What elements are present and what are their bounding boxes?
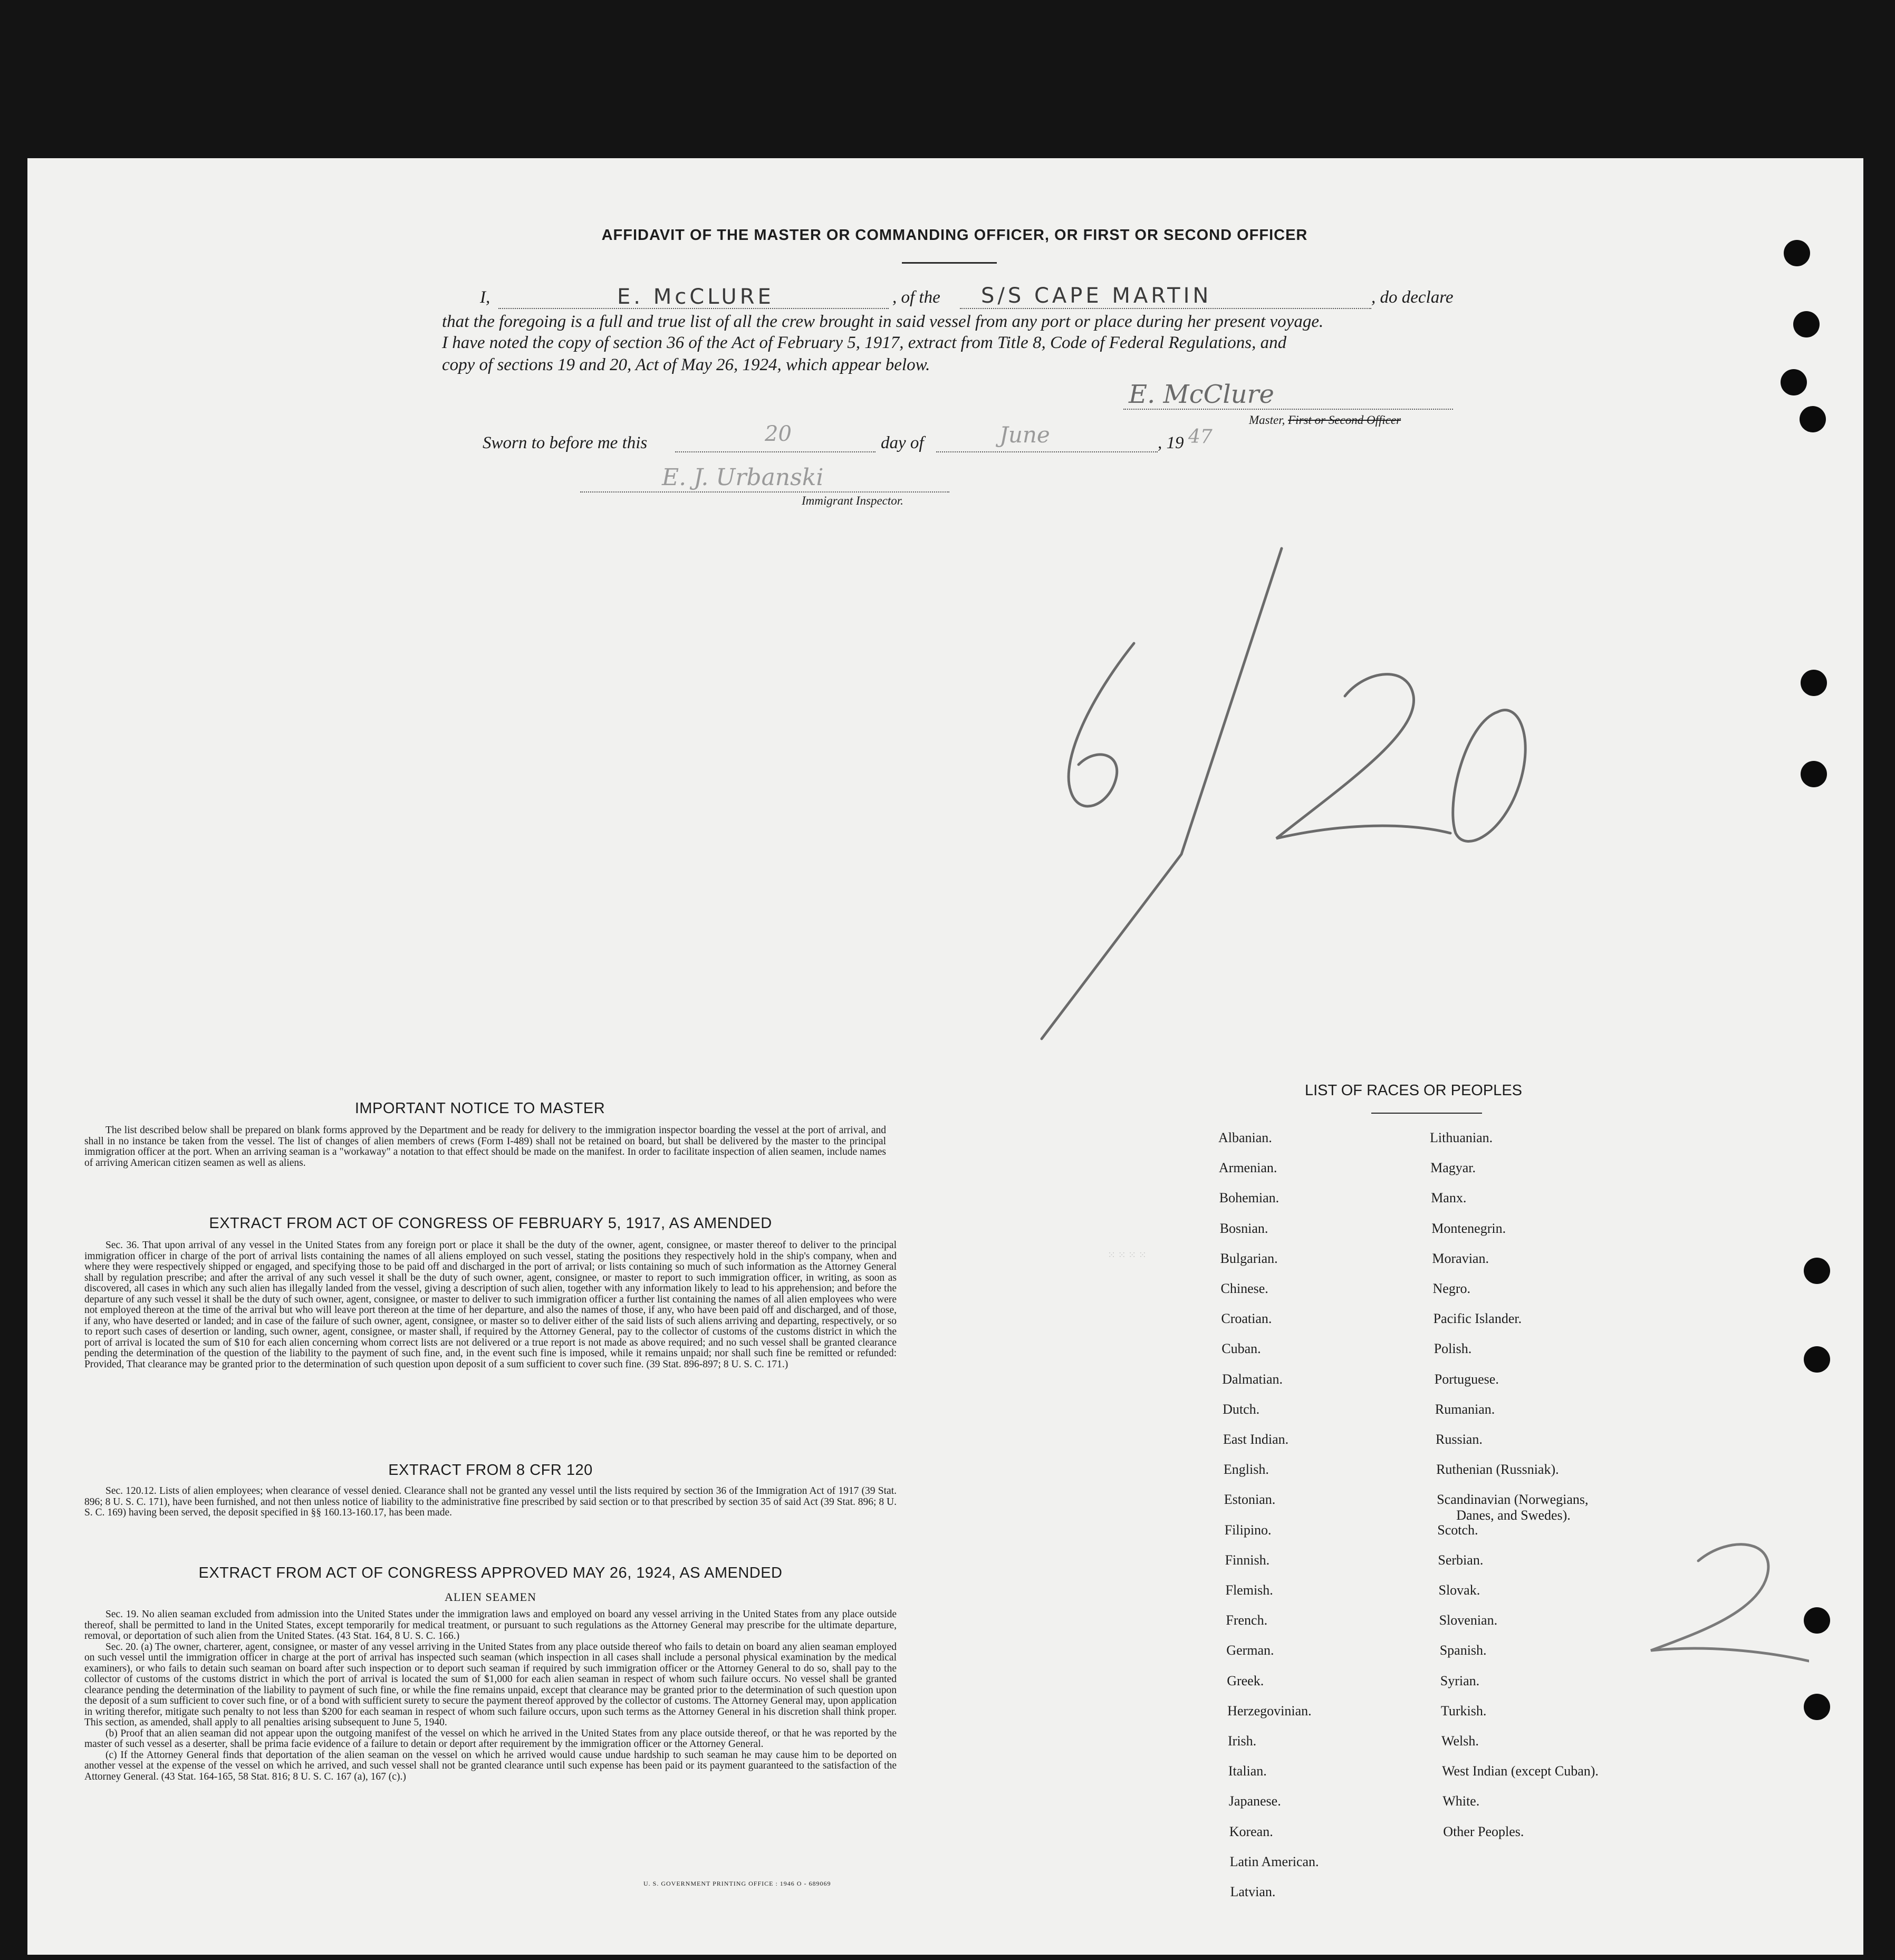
race-item: Filipino.: [1224, 1522, 1272, 1538]
race-item: Slovak.: [1438, 1582, 1480, 1598]
extract-8cfr-text: Sec. 120.12. Lists of alien employees; when clearance of vessel denied. Clearance shall not be granted any vessel until the lists required by section 36 of the Immigration Act of 1917 (39 Stat. 896; 8 U. S. C. 171), have been furnished, and not then unless notice of liability to the administrative fine prescribed by said section or to that prescribed by section 35 of said Act (39 Stat. 896; 8 U. S. C. 169) having been served, the deposit specified in §§ 160.13-160.17, has been made.: [84, 1485, 897, 1518]
race-item: French.: [1226, 1613, 1268, 1628]
notice-title: IMPORTANT NOTICE TO MASTER: [354, 1100, 605, 1117]
race-item: Magyar.: [1430, 1160, 1476, 1176]
punch-hole: [1804, 1258, 1830, 1284]
race-item: Scandinavian (Norwegians,: [1437, 1492, 1589, 1508]
sworn-day-handwritten: 20: [765, 422, 792, 446]
race-item: Pacific Islander.: [1433, 1311, 1522, 1327]
race-item: Estonian.: [1224, 1492, 1276, 1508]
master-caption-officer: First or Second Officer: [1288, 413, 1401, 427]
race-item: Italian.: [1228, 1763, 1267, 1779]
affidavit-line-1: [480, 288, 490, 307]
race-item: Korean.: [1229, 1823, 1273, 1839]
vessel-name-handwritten: S/S CAPE MARTIN: [981, 284, 1212, 308]
race-item: English.: [1223, 1462, 1269, 1478]
race-item: East Indian.: [1223, 1432, 1289, 1447]
race-item: Dutch.: [1223, 1401, 1260, 1417]
affidavit-line-3: I have noted the copy of section 36 of the Act of February 5, 1917, extract from Title 8, Code of Federal Regulations, and: [442, 333, 1287, 352]
sworn-month-line: [936, 451, 1158, 452]
affidavit-line-2: that the foregoing is a full and true list of all the crew brought in said vessel from any port or place during her present voyage.: [442, 312, 1324, 331]
punch-hole: [1793, 311, 1820, 337]
page-number-drawing: [1640, 1529, 1809, 1672]
race-item: Irish.: [1228, 1733, 1257, 1749]
races-title-rule: [1371, 1113, 1482, 1114]
extract-8cfr-body: [84, 1486, 897, 1519]
race-item: German.: [1226, 1643, 1274, 1658]
race-item: Negro.: [1432, 1281, 1470, 1296]
race-item: Ruthenian (Russniak).: [1436, 1462, 1559, 1478]
race-item: Russian.: [1436, 1432, 1483, 1447]
printer-imprint: U. S. GOVERNMENT PRINTING OFFICE : 1946 O - 689069: [643, 1880, 831, 1887]
punch-hole: [1800, 406, 1826, 432]
extract-1924-title: EXTRACT FROM ACT OF CONGRESS APPROVED MAY 26, 1924, AS AMENDED: [198, 1565, 783, 1581]
master-name-handwritten: E. McCLURE: [617, 285, 774, 309]
punch-hole: [1801, 761, 1827, 787]
race-item: Slovenian.: [1439, 1613, 1498, 1628]
race-item: Japanese.: [1228, 1793, 1281, 1809]
title-rule: [902, 262, 997, 264]
race-item: Montenegrin.: [1431, 1220, 1506, 1236]
race-item: Cuban.: [1221, 1341, 1261, 1357]
race-item: Chinese.: [1220, 1281, 1268, 1296]
affidavit-title: AFFIDAVIT OF THE MASTER OR COMMANDING OFFICER, OR FIRST OR SECOND OFFICER: [601, 227, 1308, 244]
race-item: Rumanian.: [1435, 1401, 1495, 1417]
extract-1924-sec20a: Sec. 20. (a) The owner, charterer, agent, consignee, or master of any vessel arriving in the United States from any place outside thereof who fails to detain on board any alien seaman employed on such vessel until the immigration officer in charge at the port of arrival has inspected such seaman (which inspection in all cases shall include a personal physical examination by the medical examiners), or who fails to detain such seaman on board after such inspection or to deport such seaman if required by such immigration officer or the Attorney General to do so, shall pay to the collector of customs of the customs district in which the port of arrival is located the sum of $1,000 for each alien seaman in respect of whom such failure occurs. No vessel shall be granted clearance pending the determination of the liability to payment of such fine, or while the fine remains unpaid, except that clearance may be granted prior to the determination of such question upon the deposit of a sum sufficient to cover such fine, or of a bond with sufficient surety to secure the payment thereof approved by the collector of customs. The Attorney General may, upon application in writing therefor, mitigate such penalty to not less than $200 for each seaman in respect of whom such failure occurs, upon such terms as the Attorney General in his discretion shall think proper. This section, as amended, shall apply to all penalties arising subsequent to June 5, 1940.: [84, 1641, 897, 1728]
race-item: Bulgarian.: [1220, 1250, 1278, 1266]
race-item: Turkish.: [1440, 1703, 1487, 1718]
race-item: Manx.: [1431, 1190, 1467, 1206]
race-item: Spanish.: [1439, 1643, 1487, 1658]
race-item: Portuguese.: [1434, 1371, 1499, 1387]
race-item: Scotch.: [1437, 1522, 1478, 1538]
do-declare-label: , do declare: [1371, 288, 1454, 307]
master-signature: E. McClure: [1129, 380, 1274, 409]
race-item: Bohemian.: [1219, 1190, 1280, 1206]
race-item: White.: [1442, 1793, 1480, 1809]
race-item: Lithuanian.: [1430, 1130, 1493, 1145]
extract-8cfr-title: EXTRACT FROM 8 CFR 120: [388, 1462, 593, 1479]
extract-1917-body: [84, 1240, 897, 1370]
punch-hole: [1804, 1346, 1830, 1373]
sworn-year-prefix: , 19: [1158, 433, 1184, 452]
race-item: Latin American.: [1229, 1853, 1319, 1869]
punch-hole: [1781, 369, 1807, 395]
master-caption: [1249, 413, 1401, 427]
race-item: Danes, and Swedes).: [1456, 1508, 1571, 1523]
extract-1924-sec20b: (b) Proof that an alien seaman did not appear upon the outgoing manifest of the vessel on which he arrived in the United States from any place outside thereof, or that he was reported by the master of such vessel as a deserter, shall be prima facie evidence of a failure to detain or deport after requirement by the immigration officer or the Attorney General.: [84, 1727, 897, 1750]
punch-hole: [1784, 240, 1810, 266]
extract-1924-sec20c: (c) If the Attorney General finds that deportation of the alien seaman on the vessel on which he arrived would cause undue hardship to such seaman he may cause him to be deported on another vessel at the expense of the vessel on which he arrived, and such vessel shall not be granted clearance until such expense has been paid or its payment guaranteed to the satisfaction of the Attorney General. (43 Stat. 164-165, 58 Stat. 816; 8 U. S. C. 167 (a), 167 (c).): [84, 1749, 897, 1782]
race-item: Bosnian.: [1219, 1220, 1268, 1236]
notice-text: The list described below shall be prepared on blank forms approved by the Department and be ready for delivery to the immigration inspector boarding the vessel at the port of arrival, and shall in no instance be taken from the vessel. The list of changes of alien members of crews (Form I-489) shall not be retained on board, but shall be delivered by the master to the principal immigration officer at the port. When an arriving seaman is a "workaway" a notation to that effect should be made on the manifest. In order to facilitate inspection of alien seamen, include names of arriving American citizen seamen as well as aliens.: [84, 1125, 886, 1169]
races-title: LIST OF RACES OR PEOPLES: [1304, 1082, 1523, 1099]
race-item: Armenian.: [1218, 1160, 1277, 1176]
sworn-year-handwritten: 47: [1188, 426, 1213, 448]
race-item: Moravian.: [1432, 1250, 1489, 1266]
extract-1917-title: EXTRACT FROM ACT OF CONGRESS OF FEBRUARY 5, 1917, AS AMENDED: [209, 1215, 772, 1232]
extract-1924-subtitle: ALIEN SEAMEN: [445, 1590, 536, 1604]
race-item: Other Peoples.: [1443, 1823, 1524, 1839]
affidavit-line-4: copy of sections 19 and 20, Act of May 26, 1924, which appear below.: [442, 355, 930, 374]
extract-1917-text: Sec. 36. That upon arrival of any vessel in the United States from any foreign port or place it shall be the duty of the owner, agent, consignee, or master thereof to deliver to the principal immigration officer in charge of the port of arrival lists containing the names of all aliens employed on such vessel, stating the positions they respectively hold in the ship's company, when and where they were respectively shipped or engaged, and specifying those to be paid off and discharged in the port of arrival; or lists containing so much of such information as the Attorney General shall by regulation prescribe; and after the arrival of any such vessel it shall be the duty of such owner, agent, consignee, or master to report to such immigration officer, in writing, as soon as discovered, all cases in which any such alien has illegally landed from the vessel, giving a description of such alien, together with any information likely to lead to his apprehension; and before the departure of any such vessel it shall be the duty of such owner, agent, consignee, or master to deliver to such immigration officer a further list containing the names of all alien employees who were not employed thereon at the time of the arrival but who will leave port thereon at the time of her departure, and also the names of those, if any, who have been paid off and discharged, and of those, if any, who have deserted or landed; and in case of the failure of such owner, agent, consignee, or master so to deliver either of the said lists of such aliens arriving and departing, respectively, or so to report such cases of desertion or landing, such owner, agent, consignee, or master shall, if required by the Attorney General, pay to the collector of customs of the customs district in which the port of arrival is located the sum of $10 for each alien concerning whom correct lists are not delivered or a true report is not made as above required; and no such vessel shall be granted clearance pending the determination of the question of the liability to the payment of such fine, and, in the event such fine is imposed, while it remains unpaid; nor shall such fine be remitted or refunded: Provided, That clearance may be granted prior to the determination of such question upon deposit of a sum sufficient to cover such fine. (39 Stat. 896-897; 8 U. S. C. 171.): [84, 1240, 897, 1370]
master-caption-master: Master,: [1249, 413, 1285, 427]
punch-hole: [1804, 1694, 1830, 1720]
date-mark-drawing: [1028, 538, 1545, 1055]
race-item: Herzegovinian.: [1227, 1703, 1312, 1718]
race-item: Flemish.: [1225, 1582, 1273, 1598]
inspector-signature: E. J. Urbanski: [662, 464, 824, 491]
race-item: Greek.: [1227, 1673, 1264, 1688]
affidavit-i: I,: [480, 288, 490, 307]
race-item: Finnish.: [1225, 1552, 1270, 1568]
master-signature-line: [1123, 409, 1453, 410]
punch-hole: [1801, 670, 1827, 696]
sworn-day-of: day of: [881, 433, 924, 452]
race-item: Polish.: [1434, 1341, 1472, 1357]
race-item: West Indian (except Cuban).: [1442, 1763, 1599, 1779]
sworn-prefix: Sworn to before me this: [483, 433, 648, 452]
extract-1924-body: [84, 1609, 897, 1782]
race-item: Syrian.: [1440, 1673, 1480, 1688]
inspector-caption: Immigrant Inspector.: [802, 494, 903, 507]
extract-1924-sec19: Sec. 19. No alien seaman excluded from admission into the United States under the immigration laws and employed on board any vessel arriving in the United States from any place outside thereof, shall be permitted to land in the United States, except temporarily for medical treatment, or pursuant to such regulations as the Attorney General may prescribe for the ultimate departure, removal, or deportation of such alien from the United States. (43 Stat. 164, 8 U. S. C. 166.): [84, 1609, 897, 1642]
faint-stamp-text: ⁙ ⁙ ⁙ ⁙: [1108, 1250, 1147, 1260]
vessel-field-line: [960, 308, 1371, 309]
sworn-month-handwritten: June: [999, 422, 1050, 448]
race-item: Croatian.: [1221, 1311, 1272, 1327]
notice-body: [84, 1125, 886, 1169]
sworn-day-line: [675, 451, 876, 452]
race-item: Latvian.: [1230, 1884, 1276, 1899]
of-the-label: , of the: [892, 288, 940, 307]
race-item: Serbian.: [1438, 1552, 1484, 1568]
race-item: Albanian.: [1218, 1130, 1272, 1145]
race-item: Dalmatian.: [1222, 1371, 1283, 1387]
inspector-signature-line: [580, 491, 949, 493]
race-item: Welsh.: [1441, 1733, 1479, 1749]
